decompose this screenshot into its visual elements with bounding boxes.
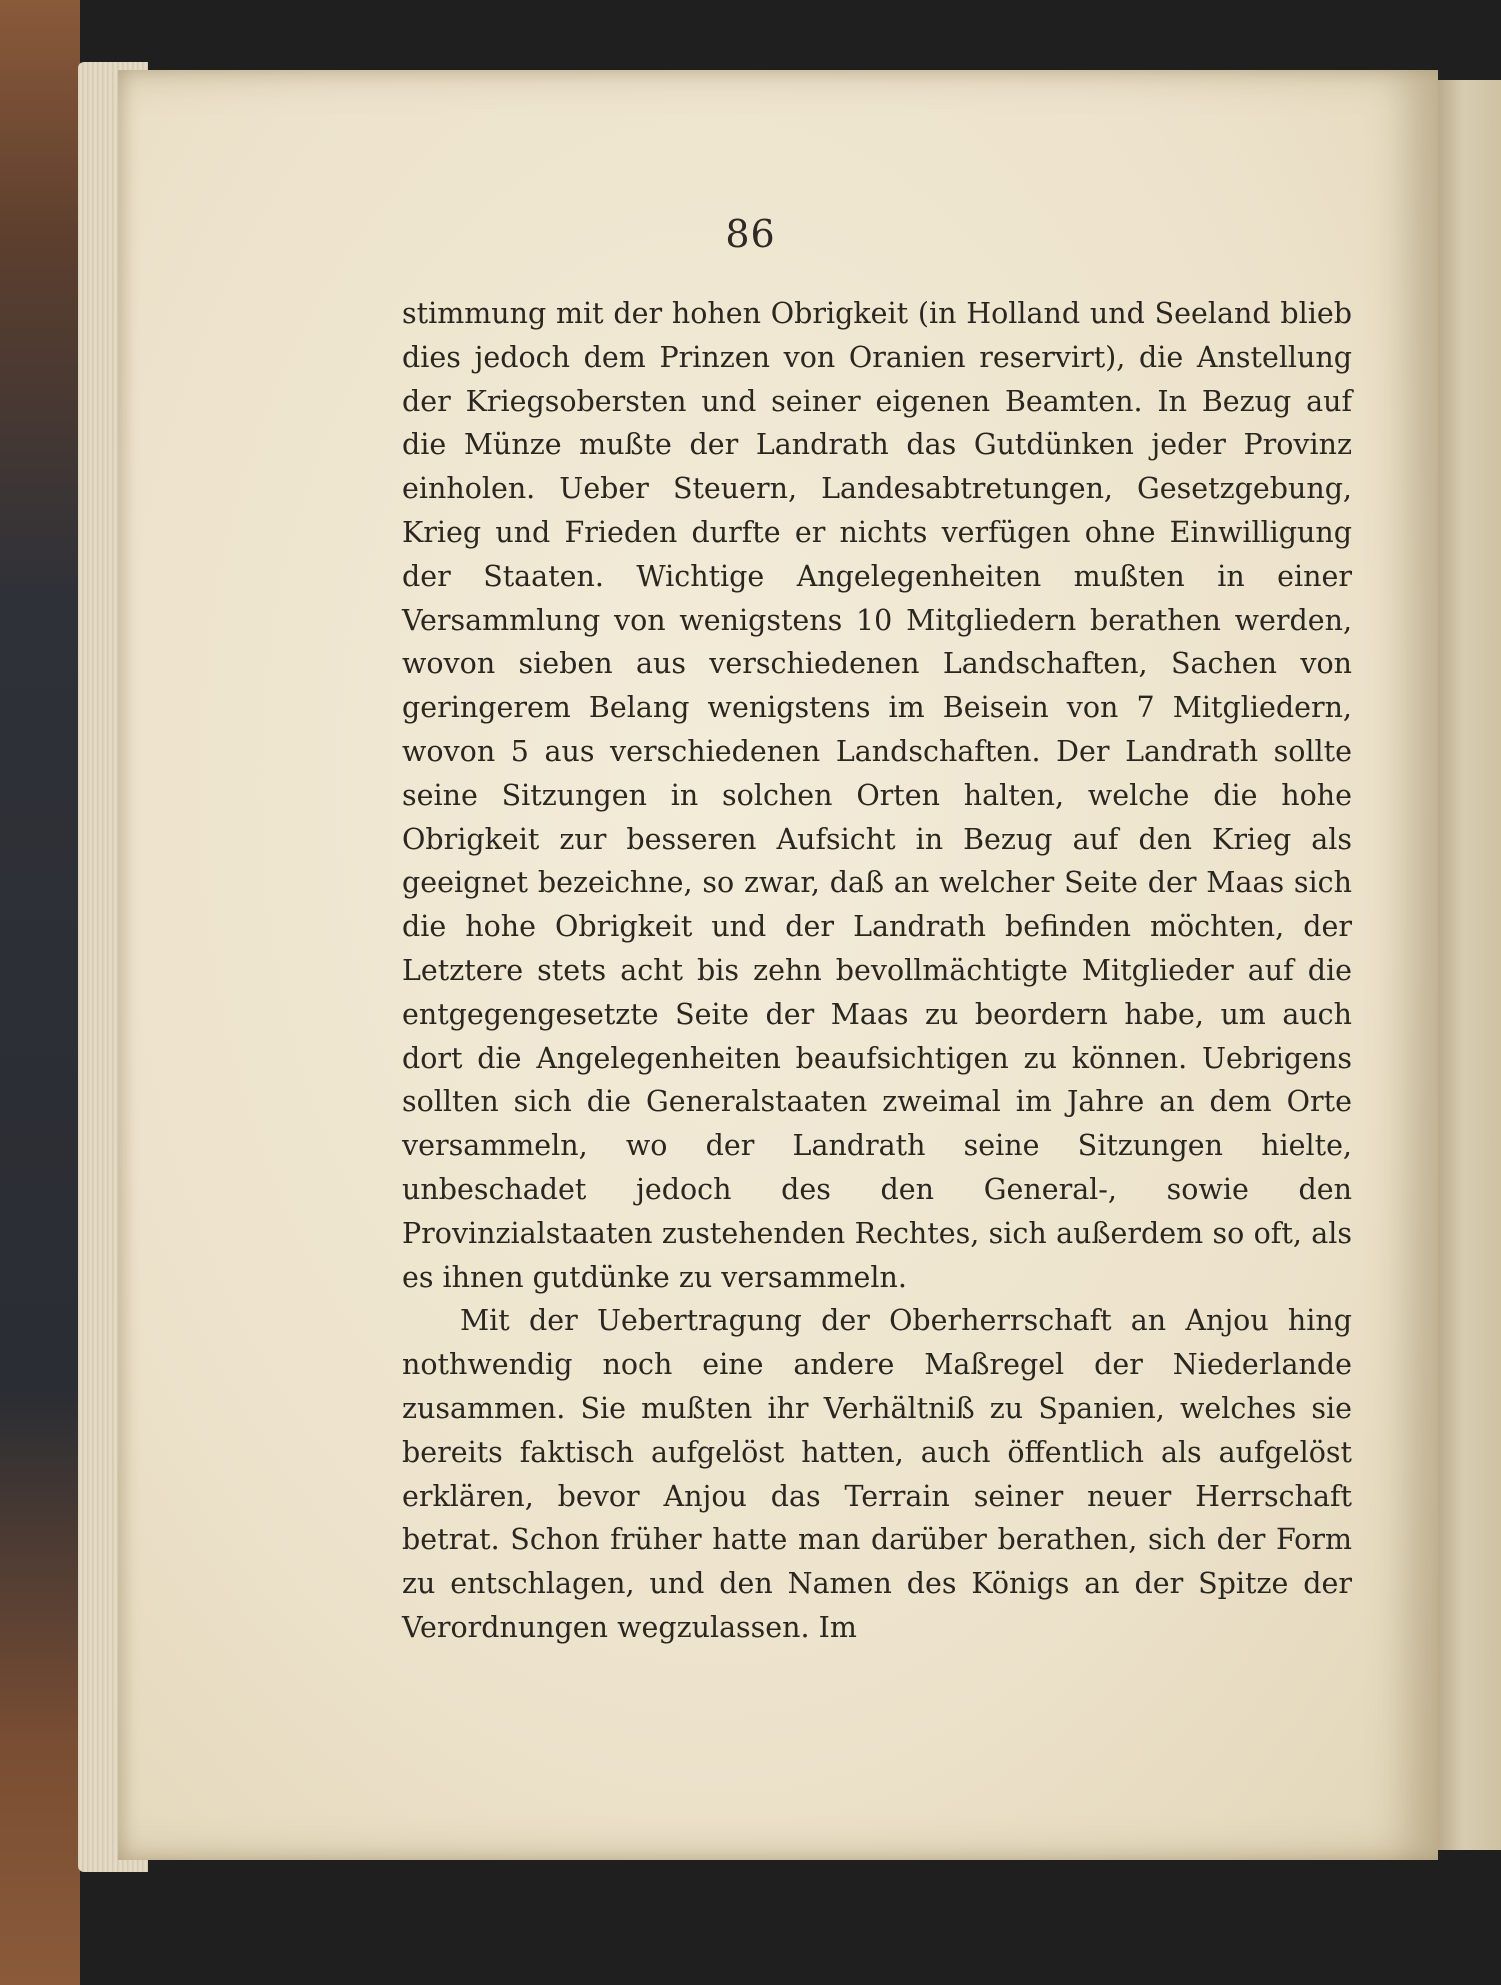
book-cover-edge	[0, 0, 80, 1985]
paragraph: Mit der Uebertragung der Oberherrschaft an Anjou hing nothwendig noch eine andere Maßregel der Niederlande zusammen. Sie mußten ihr Verhältniß zu Spanien, welches sie bereits faktisch aufgelöst hatten, auch öffentlich als aufgelöst erklären, bevor Anjou das Terrain seiner neuer Herrschaft betrat. Schon früher hatte man darüber berathen, sich der Form zu entschlagen, und den Namen des Königs an der Spitze der Verordnungen wegzulassen. Im	[402, 1304, 1352, 1644]
page-text	[402, 292, 1352, 1650]
page-number: 86	[725, 212, 776, 256]
paragraph: stimmung mit der hohen Obrigkeit (in Holland und Seeland blieb dies jedoch dem Prinzen von Oranien reservirt), die Anstellung der Kriegsobersten und seiner eigenen Beamten. In Bezug auf die Münze mußte der Landrath das Gutdünken jeder Provinz einholen. Ueber Steuern, Landesabtretungen, Gesetzgebung, Krieg und Frieden durfte er nichts verfügen ohne Einwilligung der Staaten. Wichtige Angelegenheiten mußten in einer Versammlung von wenigstens 10 Mitgliedern berathen werden, wovon sieben aus verschiedenen Landschaften, Sachen von geringerem Belang wenigstens im Beisein von 7 Mitgliedern, wovon 5 aus verschiedenen Landschaften. Der Landrath sollte seine Sitzungen in solchen Orten halten, welche die hohe Obrigkeit zur besseren Aufsicht in Bezug auf den Krieg als geeignet bezeichne, so zwar, daß an welcher Seite der Maas sich die hohe Obrigkeit und der Landrath befinden möchten, der Letztere stets acht bis zehn bevollmächtigte Mitglieder auf die entgegengesetzte Seite der Maas zu beordern habe, um auch dort die Angelegenheiten beaufsichtigen zu können. Uebrigens sollten sich die Generalstaaten zweimal im Jahre an dem Orte versammeln, wo der Landrath seine Sitzungen hielte, unbeschadet jedoch des den General-, sowie den Provinzialstaaten zustehenden Rechtes, sich außerdem so oft, als es ihnen gutdünke zu versammeln.	[402, 297, 1352, 1294]
facing-page-edge	[1438, 80, 1501, 1850]
